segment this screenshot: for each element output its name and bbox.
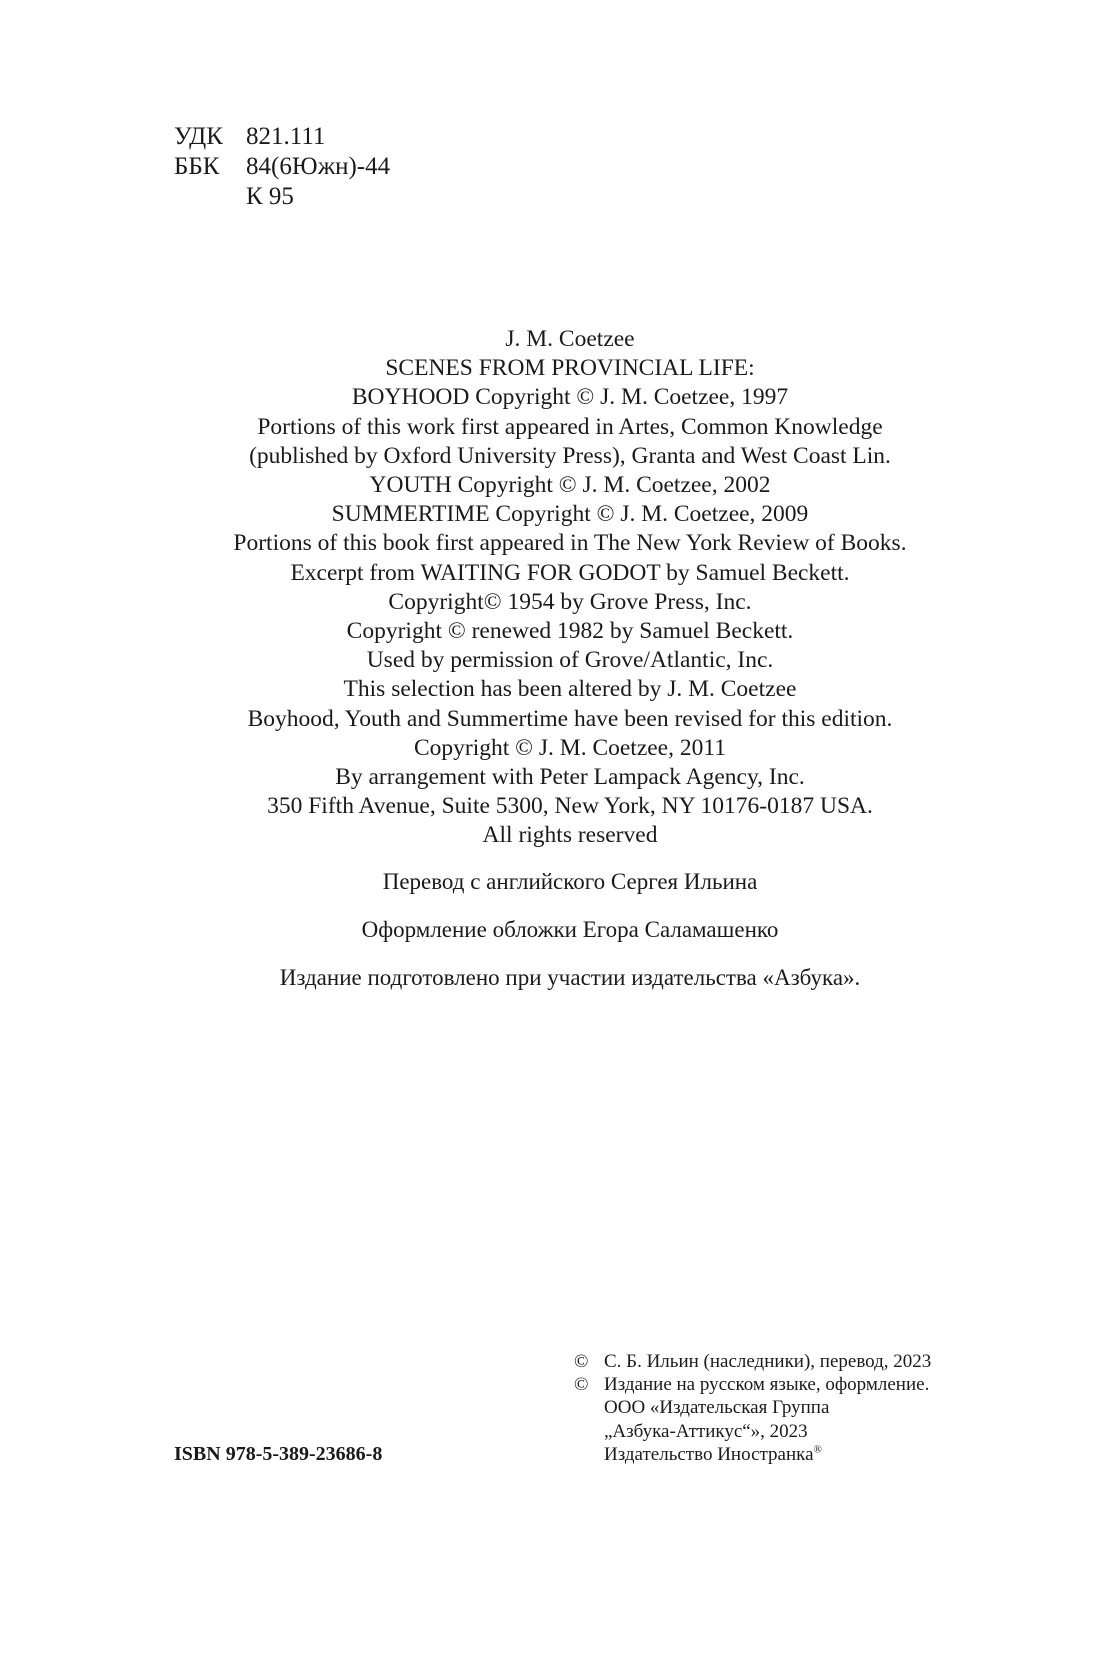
edition-rights-line-with-mark: [604, 1443, 929, 1466]
edition-rights: [574, 1373, 931, 1466]
copyright-mark: ©: [574, 1351, 589, 1372]
copyright-line: Boyhood, Youth and Summertime have been revised for this edition.: [247, 705, 893, 732]
translator-credit: Перевод с английского Сергея Ильина: [382, 869, 758, 894]
copyright-line: YOUTH Copyright © J. M. Coetzee, 2002: [369, 472, 771, 499]
copyright-line: SCENES FROM PROVINCIAL LIFE:: [385, 355, 755, 382]
author-mark-row: [174, 182, 390, 212]
copyright-line: Copyright © J. M. Coetzee, 2011: [413, 734, 726, 761]
udk-row: [174, 122, 390, 152]
copyright-line: Copyright© 1954 by Grove Press, Inc.: [388, 588, 752, 615]
copyright-line: Excerpt from WAITING FOR GODOT by Samuel Beckett.: [290, 559, 850, 586]
bbk-label: ББК: [174, 153, 220, 180]
author-mark: К 95: [246, 183, 294, 210]
registered-trademark-mark: ®: [813, 1443, 822, 1456]
copyright-notice: [170, 325, 970, 851]
copyright-line: Copyright © renewed 1982 by Samuel Beckett.: [346, 618, 794, 645]
copyright-line: All rights reserved: [482, 822, 658, 849]
copyright-line: J. M. Coetzee: [505, 326, 635, 352]
publisher-name: Издательство Иностранка: [604, 1443, 814, 1465]
copyright-line: (published by Oxford University Press), Granta and West Coast Lin.: [249, 442, 891, 469]
isbn: ISBN 978-5-389-23686-8: [174, 1443, 383, 1465]
copyright-line: Used by permission of Grove/Atlantic, Inc.: [366, 647, 774, 674]
copyright-line: Portions of this work first appeared in Artes, Common Knowledge: [257, 413, 883, 440]
copyright-line: SUMMERTIME Copyright © J. M. Coetzee, 2009: [331, 501, 809, 528]
edition-note: Издание подготовлено при участии издательства «Азбука».: [279, 965, 861, 990]
udk-value: 821.111: [246, 123, 326, 150]
edition-rights-line: „Азбука-Аттикус“», 2023: [604, 1420, 808, 1442]
edition-rights-line: ООО «Издательская Группа: [604, 1397, 830, 1419]
copyright-line: BOYHOOD Copyright © J. M. Coetzee, 1997: [351, 384, 789, 411]
classification-block: [174, 122, 390, 212]
bbk-row: [174, 152, 390, 182]
copyright-line: By arrangement with Peter Lampack Agency, Inc.: [335, 764, 805, 791]
copyright-line: Portions of this book first appeared in The New York Review of Books.: [233, 530, 907, 557]
bbk-value: 84(6Южн)-44: [246, 153, 391, 180]
translation-rights: [574, 1350, 931, 1373]
copyright-line: This selection has been altered by J. M. Coetzee: [343, 676, 797, 703]
cover-design-credit: Оформление обложки Егора Саламашенко: [361, 917, 779, 942]
copyright-mark: ©: [574, 1374, 589, 1396]
udk-label: УДК: [174, 123, 223, 150]
rights-block: [574, 1350, 931, 1466]
edition-rights-line: Издание на русском языке, оформление.: [604, 1374, 930, 1396]
translation-rights-text: С. Б. Ильин (наследники), перевод, 2023: [604, 1351, 932, 1372]
copyright-line: 350 Fifth Avenue, Suite 5300, New York, NY 10176-0187 USA.: [267, 793, 873, 820]
